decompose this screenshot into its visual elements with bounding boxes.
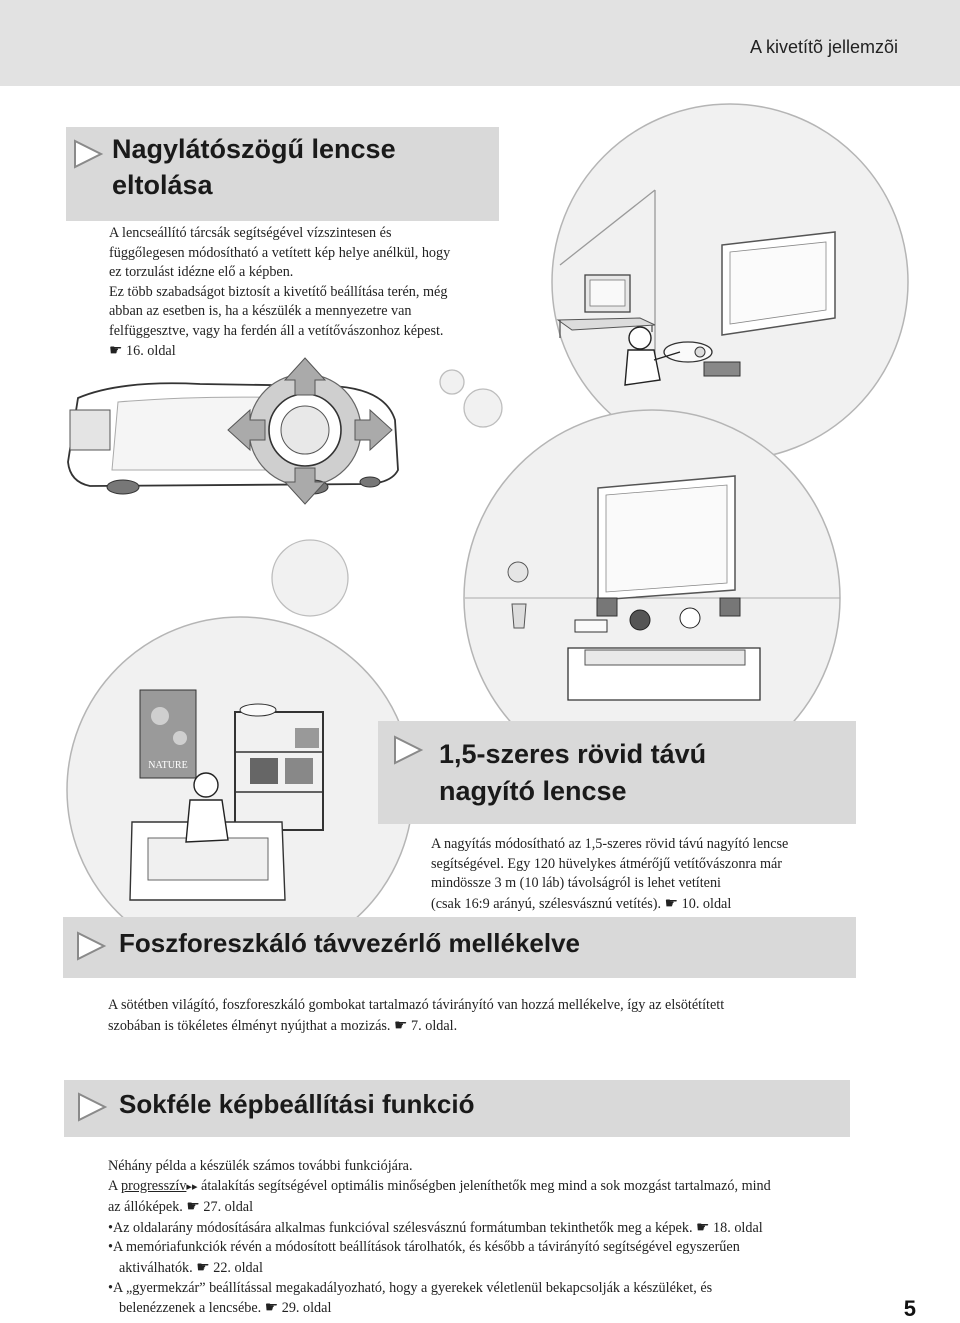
pointing-hand-icon: ☛ [196,1257,210,1276]
text-line: függőlegesen módosítható a vetített kép helye anélkül, hogy [109,244,451,261]
section-title-line: Nagylátószögű lencse [112,134,396,164]
text-line: mindössze 3 m (10 láb) távolságról is lehet vetíteni [431,875,721,891]
projector-illustration [68,358,398,504]
pointing-hand-icon: ☛ [109,341,123,359]
bullet-item: •A „gyermekzár” beállítással megakadályozható, hogy a gyerekek véletlenül bekapcsolják a készüléket, és [108,1279,713,1296]
remote-line2: szobában is tökéletes élményt nyújthat a mozizás. [108,1017,391,1034]
reference-text[interactable]: 10. oldal [681,895,732,912]
bullet-item-continuation [108,1298,878,1319]
pointing-hand-icon: ☛ [264,1298,279,1317]
zoom-last-line: (csak 16:9 arányú, szélesvásznú vetítés). [431,895,662,912]
text-fragment: •Az oldalarány módosítására alkalmas funkcióval szélesvásznú formátumban tekinthetők meg a képek. [108,1219,693,1236]
double-arrow-icon: ▸▸ [186,1180,198,1193]
text-line [108,1177,878,1198]
text-line: A sötétben világító, foszforeszkáló gombokat tartalmazó távirányító van hozzá mellékelve, így az elsötétített [108,997,725,1013]
text-line [108,1197,878,1218]
text-line [108,1016,868,1037]
text-fragment: átalakítás segítségével optimális minőségben jeleníthetők meg mind a sok mozgást tartalmazó, mind [197,1177,771,1194]
play-triangle-icon [75,931,107,961]
play-triangle-icon [392,735,424,765]
reference-text[interactable]: 18. oldal [713,1219,763,1236]
pointing-hand-icon: ☛ [186,1197,200,1216]
glossary-link-progressive[interactable]: progresszív [121,1177,187,1194]
section-title-remote: Foszforeszkáló távvezérlő mellékelve [119,928,581,958]
text-line: A lencseállító tárcsák segítségével vízszintesen és [109,225,392,241]
text-line: abban az esetben is, ha a készülék a mennyezetre van [109,303,412,319]
section-title-line: 1,5-szeres rövid távú [439,739,707,769]
text-line: ez torzulást idézne elő a képben. [109,264,294,280]
text-fragment: belenézzenek a lencsébe. [119,1300,262,1317]
text-line: felfüggesztve, vagy ha ferdén áll a vetítővászonhoz képest. [109,322,444,339]
section-title-zoom [439,736,706,810]
text-fragment: aktiválhatók. [119,1259,193,1276]
section-title-picture: Sokféle képbeállítási funkció [119,1089,475,1119]
pointing-hand-icon: ☛ [664,893,679,912]
room-scene-bottom [67,617,413,963]
reference-text[interactable]: 7. oldal. [411,1017,458,1034]
zoom-text [431,835,851,914]
play-triangle-icon [76,1092,108,1122]
remote-text [108,996,868,1036]
pointing-hand-icon: ☛ [394,1015,408,1034]
text-line: segítségével. Egy 120 hüvelykes átmérőjű vetítővászonra már [431,855,783,872]
picture-text [108,1157,878,1319]
reference-text[interactable]: 22. oldal [213,1259,263,1276]
text-line [431,894,851,915]
reference-text[interactable]: 27. oldal [203,1199,254,1216]
section-title-line: nagyító lencse [439,776,627,806]
poster-text: NATURE [148,760,188,771]
page-number: 5 [903,1296,916,1321]
text-fragment: A [108,1177,122,1194]
bullet-item-continuation [108,1258,878,1279]
text-line: Néhány példa a készülék számos további funkciójára. [108,1158,413,1174]
bullet-item: •A memóriafunkciók révén a módosított beállítások tárolhatók, és később a távirányító segítségével egyszerűen [108,1239,740,1256]
text-line: Ez több szabadságot biztosít a kivetítő beállítása terén, még [109,283,448,300]
text-line: A nagyítás módosítható az 1,5-szeres rövid távú nagyító lencse [431,836,789,852]
header-title: A kivetítõ jellemzõi [749,37,898,57]
reference-text: 16. oldal [126,343,176,359]
section-title-line: eltolása [112,170,213,200]
room-scene-top [552,104,908,460]
text-fragment: az állóképek. [108,1199,183,1216]
bullet-item [108,1218,878,1239]
pointing-hand-icon: ☛ [696,1217,710,1236]
reference-text[interactable]: 29. oldal [281,1300,332,1317]
